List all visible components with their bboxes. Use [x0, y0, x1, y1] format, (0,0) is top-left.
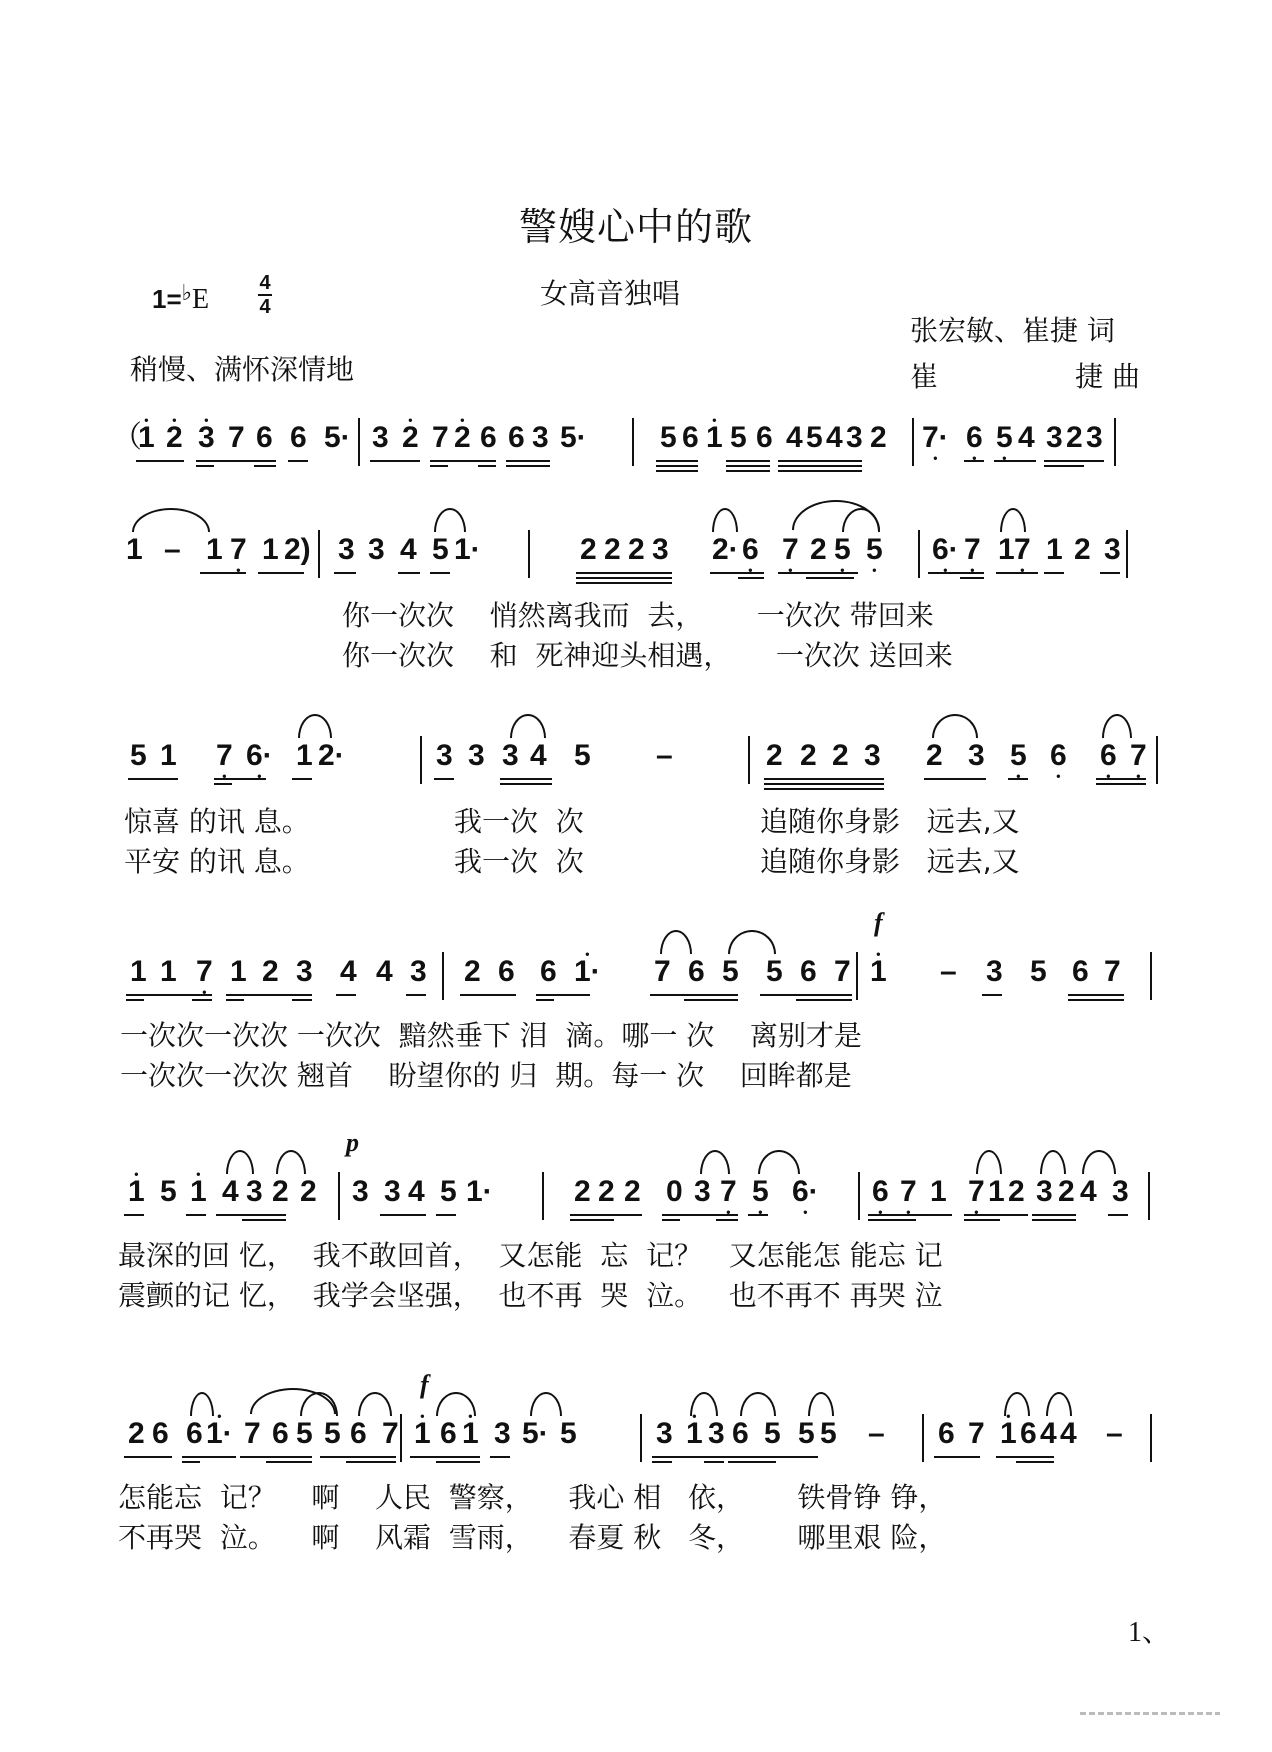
- note: • 2: [454, 418, 471, 458]
- note: 5: [440, 1175, 457, 1208]
- note: 2·: [712, 533, 739, 566]
- note: 6: [1020, 1417, 1037, 1450]
- note: 2: [766, 739, 783, 772]
- barline: [1150, 952, 1152, 1000]
- note: 7 •: [1130, 736, 1147, 776]
- note: 4: [340, 955, 357, 988]
- time-bottom: 4: [259, 296, 271, 318]
- dynamic-piano: p: [346, 1128, 359, 1157]
- note: 5: [432, 533, 449, 566]
- slur: [660, 930, 692, 954]
- dash: –: [164, 533, 181, 566]
- note: 2: [870, 421, 887, 454]
- barline: [858, 1172, 860, 1220]
- note: 2: [598, 1175, 615, 1208]
- note: 6· •: [932, 530, 959, 570]
- notes-row: [0, 736, 1272, 786]
- note: 6: [272, 1417, 289, 1450]
- note: 2): [284, 533, 311, 566]
- note: 6: [800, 955, 817, 988]
- note: 3: [694, 1175, 711, 1208]
- note: 6 •: [742, 530, 759, 570]
- note: 5·: [560, 421, 587, 454]
- key-prefix: 1=: [152, 284, 182, 314]
- note: 6: [732, 1417, 749, 1450]
- note: 2: [604, 533, 621, 566]
- page-number: 1、: [1128, 1617, 1171, 1648]
- open-paren: （: [112, 421, 142, 454]
- note: 6: [152, 1417, 169, 1450]
- note: 3: [368, 533, 385, 566]
- note: 2: [574, 1175, 591, 1208]
- note: 4: [1040, 1417, 1057, 1450]
- note: 7 •: [964, 530, 981, 570]
- note: 3: [410, 955, 427, 988]
- composer-name-part: 捷: [1075, 360, 1104, 393]
- barline: [1148, 1172, 1150, 1220]
- note: • 1: [128, 1172, 145, 1212]
- note: 3: [384, 1175, 401, 1208]
- slur: [276, 1150, 306, 1174]
- note: 5: [660, 421, 677, 454]
- lyric-verse-1: 我一次 次: [454, 805, 584, 838]
- note: 3: [968, 739, 985, 772]
- note: • 1: [190, 1172, 207, 1212]
- note: 0: [666, 1175, 683, 1208]
- note: 5 •: [866, 530, 883, 570]
- lyric-verse-2: 平安 的讯 息。: [124, 845, 310, 878]
- slur: [226, 1150, 254, 1174]
- note: 5: [806, 421, 823, 454]
- note: 2: [580, 533, 597, 566]
- slur: [298, 714, 332, 738]
- note: 3: [296, 955, 313, 988]
- note: 6: [290, 421, 307, 454]
- slur: [740, 1392, 776, 1416]
- barline: [1150, 1414, 1152, 1462]
- note: 2: [128, 1417, 145, 1450]
- note: 2: [464, 955, 481, 988]
- lyric-verse-2: 震颤的记 忆， 我学会坚强， 也不再 哭 泣。 也不再不 再哭 泣: [118, 1279, 943, 1312]
- barline: [632, 418, 634, 466]
- note: • 1: [706, 418, 723, 458]
- barline: [640, 1414, 642, 1462]
- note: 1: [160, 955, 177, 988]
- note: 5 •: [834, 530, 851, 570]
- dash: –: [940, 955, 957, 988]
- note: 5 •: [752, 1172, 769, 1212]
- slur: [758, 1150, 800, 1174]
- note: 6· •: [246, 736, 273, 776]
- note: 5: [820, 1417, 837, 1450]
- note: 3: [1046, 421, 1063, 454]
- note: 1: [296, 739, 313, 772]
- note: 7· •: [922, 418, 949, 458]
- barline: [358, 418, 360, 466]
- note: 4: [400, 533, 417, 566]
- note: • 1: [138, 418, 155, 458]
- note: 1: [126, 533, 143, 566]
- note: 1: [160, 739, 177, 772]
- note: 5: [798, 1417, 815, 1450]
- note: 4: [408, 1175, 425, 1208]
- note: 1: [130, 955, 147, 988]
- composer-name-part: 崔: [910, 360, 939, 393]
- note: 5·: [324, 421, 351, 454]
- note: 3: [1112, 1175, 1129, 1208]
- note: 3: [652, 533, 669, 566]
- lyric-verse-2: 一次次一次次 翘首 盼望你的 归 期。每一 次 回眸都是: [120, 1059, 852, 1092]
- note: 6: [440, 1417, 457, 1450]
- lyric-verse-1: 一次次一次次 一次次 黯然垂下 泪 滴。哪一 次 离别才是: [120, 1019, 862, 1052]
- note: 2: [1058, 1175, 1075, 1208]
- song-title: 警嫂心中的歌: [518, 205, 753, 249]
- note: 3: [494, 1417, 511, 1450]
- note: • 2: [402, 418, 419, 458]
- note: 7 •: [782, 530, 799, 570]
- note: 2: [262, 955, 279, 988]
- note: 1: [1046, 533, 1063, 566]
- note: 5: [730, 421, 747, 454]
- note: • 1: [414, 1414, 431, 1454]
- note: 2·: [318, 739, 345, 772]
- note: 5: [560, 1417, 577, 1450]
- note: 5: [722, 955, 739, 988]
- note: 7 •: [720, 1172, 737, 1212]
- lyric-verse-2: 追随你身影 远去,又: [760, 845, 1020, 878]
- dash: –: [656, 739, 673, 772]
- note: 6: [256, 421, 273, 454]
- note: 6: [186, 1417, 203, 1450]
- barline: [1156, 736, 1158, 784]
- barline: [918, 530, 920, 578]
- note: 7: [228, 421, 245, 454]
- note: 3: [708, 1417, 725, 1450]
- note: 2: [624, 1175, 641, 1208]
- slur: [434, 508, 466, 532]
- slur: [1102, 714, 1132, 738]
- slur: [358, 1392, 392, 1416]
- note: 2: [1066, 421, 1083, 454]
- barline: [420, 736, 422, 784]
- note: 3: [864, 739, 881, 772]
- notes-row: [0, 530, 1272, 580]
- slur: [808, 1392, 834, 1416]
- note: 7: [432, 421, 449, 454]
- flat-symbol-icon: ♭: [181, 280, 193, 305]
- slur: [1082, 1150, 1116, 1174]
- note: 6: [682, 421, 699, 454]
- note: 3: [352, 1175, 369, 1208]
- note: 2: [800, 739, 817, 772]
- key-signature: [152, 280, 209, 316]
- lyric-verse-1: 惊喜 的讯 息。: [124, 805, 310, 838]
- note: 6· •: [792, 1172, 819, 1212]
- note: 1: [988, 1175, 1005, 1208]
- note: 6: [938, 1417, 955, 1450]
- note: 6 •: [872, 1172, 889, 1212]
- note: 7 •: [900, 1172, 917, 1212]
- note: 2: [1074, 533, 1091, 566]
- barline: [1114, 418, 1116, 466]
- tempo-marking: 稍慢、满怀深情地: [130, 353, 355, 386]
- barline: [912, 418, 914, 466]
- dynamic-forte: f: [874, 908, 883, 937]
- note: • 3: [198, 418, 215, 458]
- slur: [976, 1150, 1002, 1174]
- note: 5: [160, 1175, 177, 1208]
- note: 5 •: [1010, 736, 1027, 776]
- note: 4: [1080, 1175, 1097, 1208]
- slur: [932, 714, 978, 738]
- note: • 1: [686, 1414, 703, 1454]
- note: 4: [530, 739, 547, 772]
- note: 6 •: [1050, 736, 1067, 776]
- note: 6: [480, 421, 497, 454]
- note: 5: [130, 739, 147, 772]
- notes-row: [0, 1128, 1272, 1222]
- slur: [190, 1392, 214, 1416]
- note: 1: [262, 533, 279, 566]
- note: 5: [1030, 955, 1047, 988]
- note: 1: [998, 533, 1015, 566]
- note: 4: [222, 1175, 239, 1208]
- note: 3: [502, 739, 519, 772]
- note: • 1·: [574, 952, 601, 992]
- lyric-verse-1: 你一次次 悄然离我而 去， 一次次 带回来: [342, 599, 934, 632]
- note: • 1: [870, 952, 887, 992]
- note: 4: [826, 421, 843, 454]
- note: 5: [324, 1417, 341, 1450]
- note: 6: [498, 955, 515, 988]
- lyricist-credit: 张宏敏、崔捷 词: [910, 314, 1115, 347]
- barline: [318, 530, 320, 578]
- note: 1: [930, 1175, 947, 1208]
- note: 3: [986, 955, 1003, 988]
- note: 5: [296, 1417, 313, 1450]
- note: 3: [1086, 421, 1103, 454]
- notes-row: [0, 1370, 1272, 1464]
- note: 6: [350, 1417, 367, 1450]
- note: • 1: [462, 1414, 479, 1454]
- note: • 2: [166, 418, 183, 458]
- note: 2: [832, 739, 849, 772]
- note: 3: [656, 1417, 673, 1450]
- slur: [728, 930, 776, 954]
- footer-watermark: [1080, 1712, 1220, 1715]
- note: 7 •: [230, 530, 247, 570]
- note: 4: [376, 955, 393, 988]
- lyric-verse-2: 我一次 次: [454, 845, 584, 878]
- note: 3: [1036, 1175, 1053, 1208]
- slur: [1046, 1392, 1072, 1416]
- note: 7 •: [196, 952, 213, 992]
- note: 1·: [466, 1175, 493, 1208]
- composer-credit: [910, 354, 1140, 400]
- composer-role: 曲: [1111, 360, 1140, 393]
- slur: [700, 1150, 730, 1174]
- note: 3: [372, 421, 389, 454]
- barline: [528, 530, 530, 578]
- note: 7: [382, 1417, 399, 1450]
- note: 7: [968, 1417, 985, 1450]
- note: • 1·: [206, 1414, 233, 1454]
- note: 5: [766, 955, 783, 988]
- barline: [338, 1172, 340, 1220]
- note: • 1: [1000, 1414, 1017, 1454]
- notes-row: [0, 908, 1272, 1002]
- note: 2: [300, 1175, 317, 1208]
- note: 7: [834, 955, 851, 988]
- note: 3: [338, 533, 355, 566]
- slur: [1040, 1150, 1066, 1174]
- dynamic-forte: f: [420, 1370, 429, 1399]
- key-note: E: [192, 284, 210, 315]
- note: 2: [926, 739, 943, 772]
- note: 6: [688, 955, 705, 988]
- slur: [530, 1392, 562, 1416]
- note: 4: [1018, 421, 1035, 454]
- note: 4: [1060, 1417, 1077, 1450]
- note: 4: [786, 421, 803, 454]
- note: 6: [756, 421, 773, 454]
- notes-row: [0, 418, 1272, 468]
- note: 7: [1104, 955, 1121, 988]
- note: 5: [764, 1417, 781, 1450]
- note: 2: [1008, 1175, 1025, 1208]
- note: 7: [654, 955, 671, 988]
- note: 6 •: [1100, 736, 1117, 776]
- note: 3: [468, 739, 485, 772]
- lyric-verse-1: 怎能忘 记？ 啊 人民 警察， 我心 相 依， 铁骨铮 铮，: [118, 1481, 947, 1514]
- time-signature: [256, 272, 274, 318]
- note: 7 •: [1014, 530, 1031, 570]
- barline: [748, 736, 750, 784]
- barline: [400, 1414, 402, 1462]
- lyric-verse-1: 最深的回 忆， 我不敢回首， 又怎能 忘 记？ 又怎能怎 能忘 记: [118, 1239, 943, 1272]
- credits: [910, 308, 1140, 400]
- note: 3: [246, 1175, 263, 1208]
- lyric-verse-2: 你一次次 和 死神迎头相遇， 一次次 送回来: [342, 639, 953, 672]
- note: 2: [628, 533, 645, 566]
- barline: [856, 952, 858, 1000]
- note: 3: [532, 421, 549, 454]
- barline: [442, 952, 444, 1000]
- note: 2: [272, 1175, 289, 1208]
- performance-type: 女高音独唱: [540, 277, 681, 310]
- slur: [1000, 508, 1026, 532]
- note: 6 •: [966, 418, 983, 458]
- note: 6: [540, 955, 557, 988]
- dash: –: [868, 1417, 885, 1450]
- note: 2: [810, 533, 827, 566]
- slur: [132, 508, 210, 532]
- lyric-verse-2: 不再哭 泣。 啊 风霜 雪雨， 春夏 秋 冬， 哪里艰 险，: [118, 1521, 947, 1554]
- note: 5·: [522, 1417, 549, 1450]
- slur: [510, 714, 546, 738]
- note: 3: [436, 739, 453, 772]
- note: 6: [1072, 955, 1089, 988]
- note: 7 •: [216, 736, 233, 776]
- barline: [542, 1172, 544, 1220]
- dash: –: [1106, 1417, 1123, 1450]
- note: 6: [508, 421, 525, 454]
- note: 7 •: [968, 1172, 985, 1212]
- note: 1·: [454, 533, 481, 566]
- barline: [922, 1414, 924, 1462]
- note: 7: [244, 1417, 261, 1450]
- note: 3: [846, 421, 863, 454]
- slur: [712, 508, 738, 532]
- note: 5 •: [996, 418, 1013, 458]
- note: 1: [206, 533, 223, 566]
- time-top: 4: [259, 272, 271, 294]
- barline: [1126, 530, 1128, 578]
- note: 3: [1104, 533, 1121, 566]
- lyric-verse-1: 追随你身影 远去,又: [760, 805, 1020, 838]
- note: 1: [230, 955, 247, 988]
- note: 5: [574, 739, 591, 772]
